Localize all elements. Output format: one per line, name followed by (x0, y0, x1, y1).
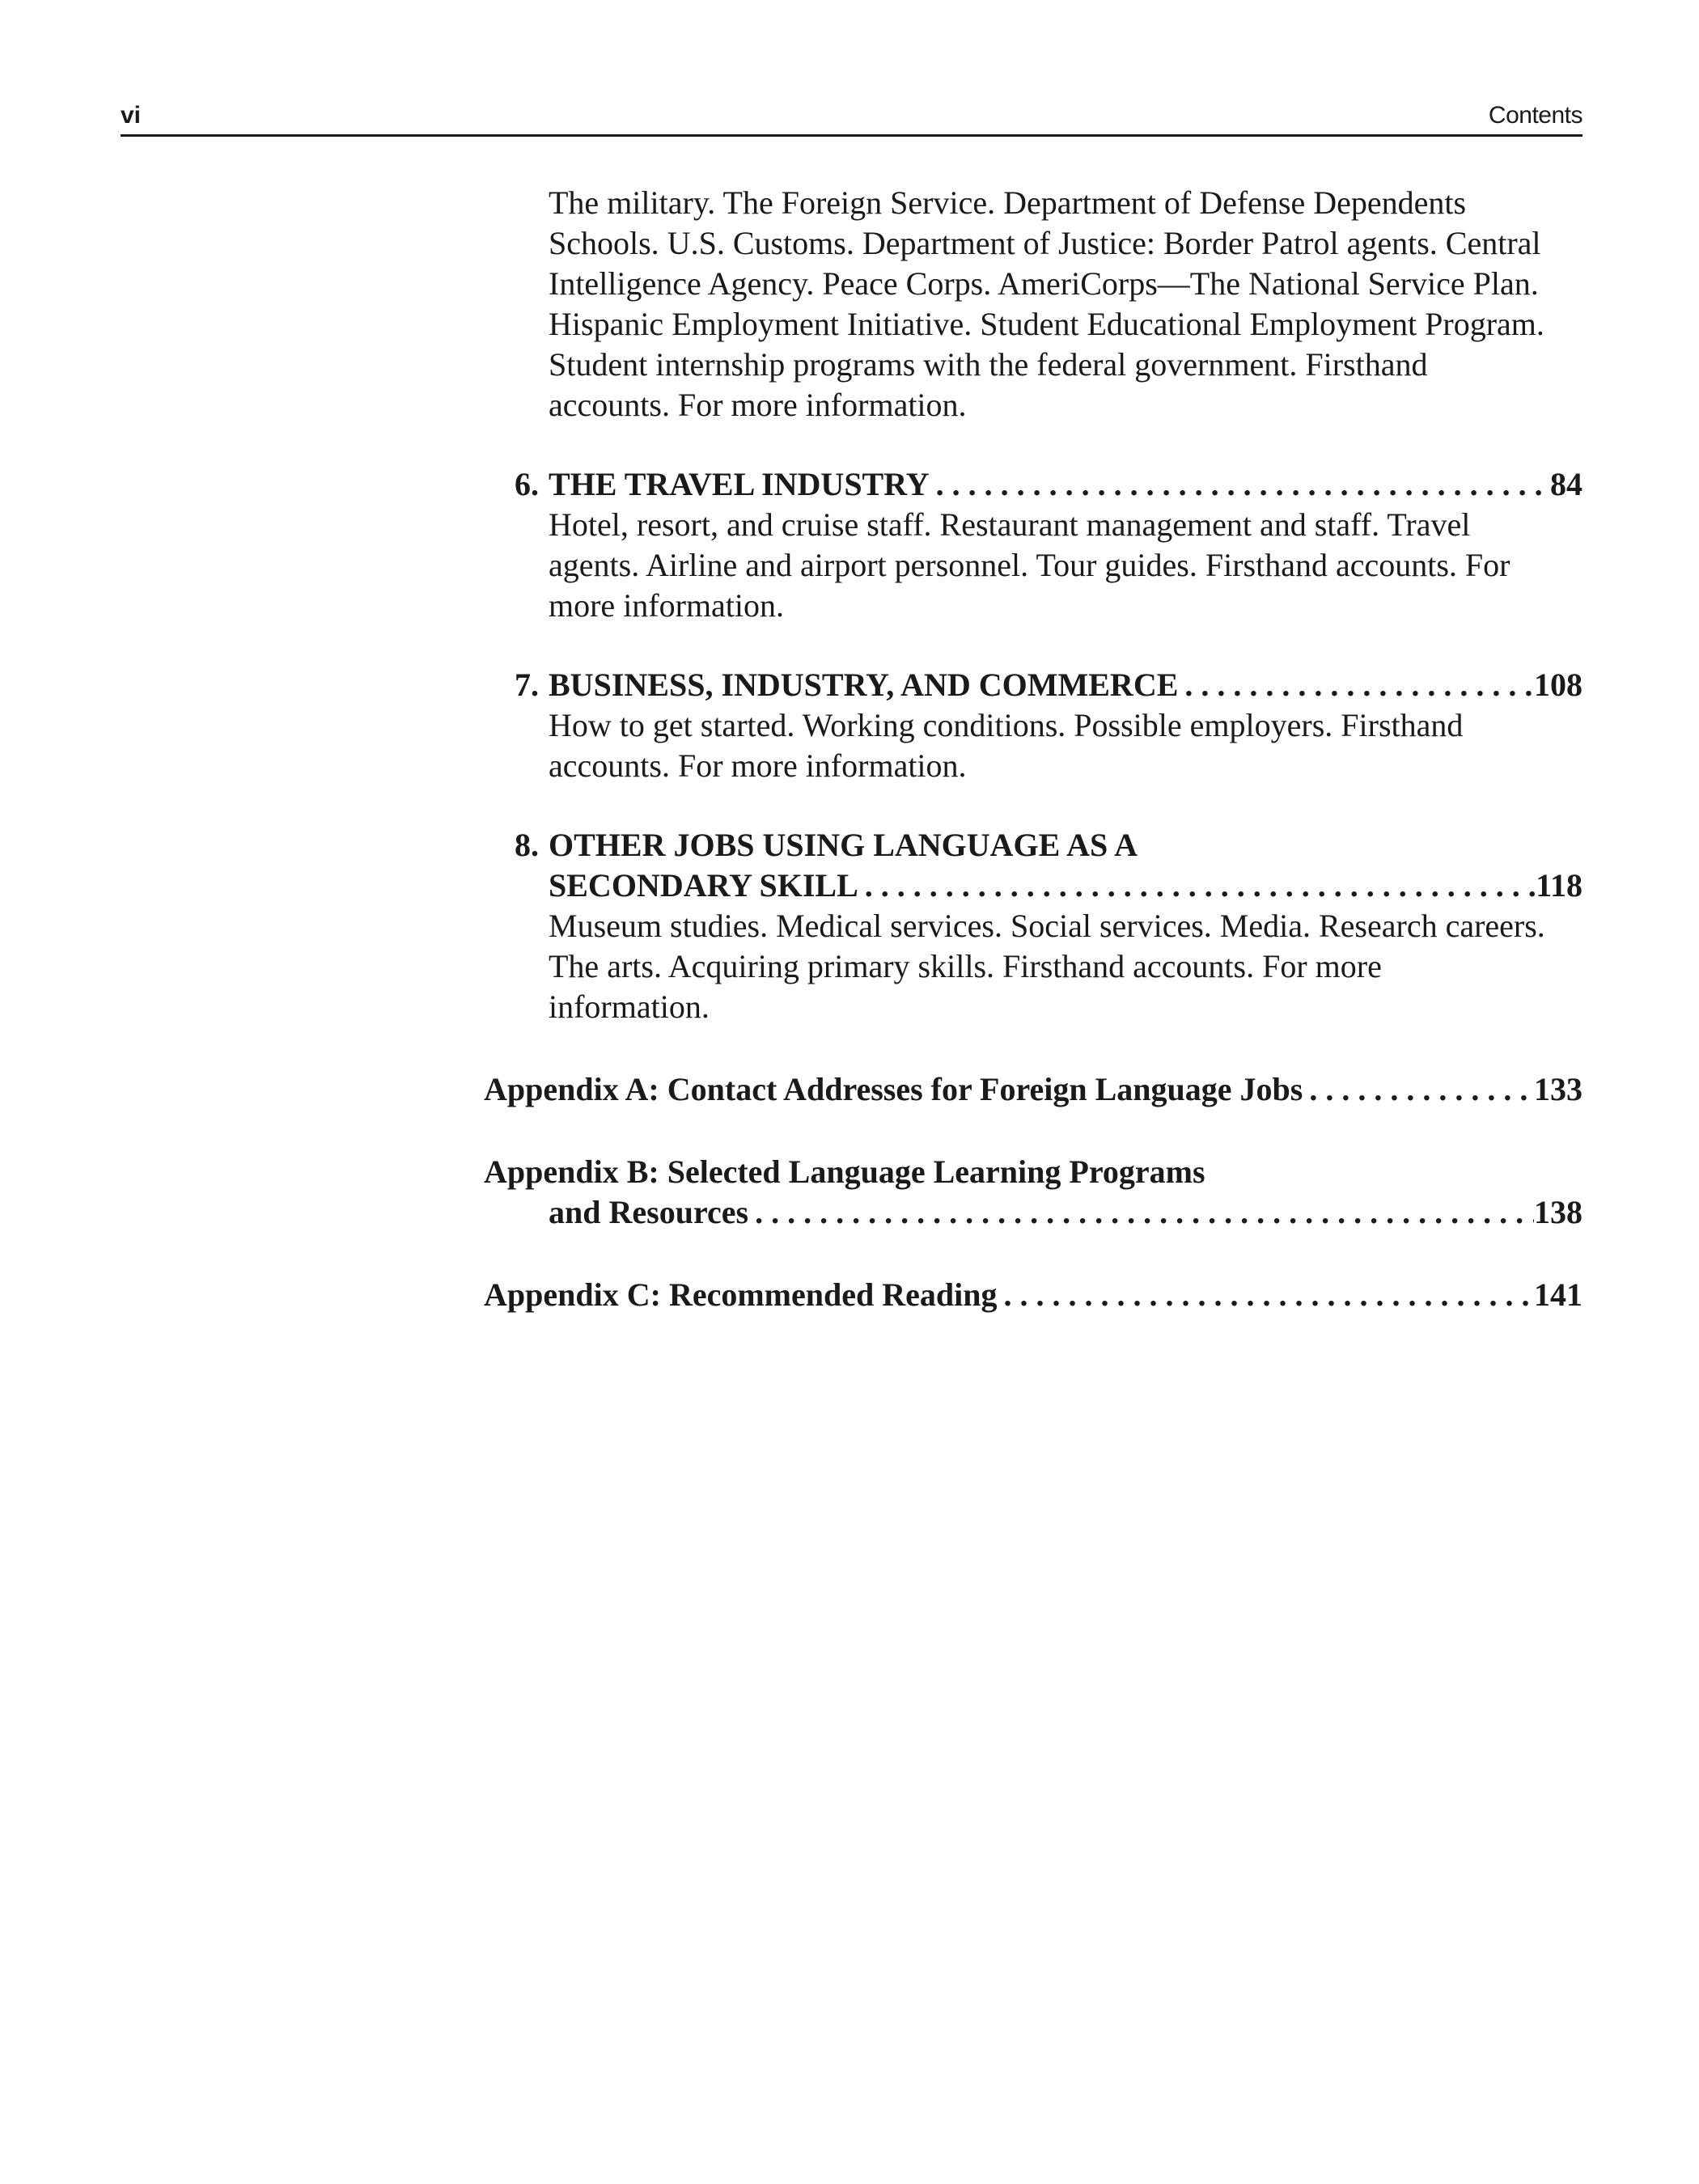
chapter-title-line-2: SECONDARY SKILL (549, 867, 858, 904)
running-header (121, 100, 1582, 137)
toc-entry-chapter-7[interactable] (484, 665, 1582, 786)
page-reference: 141 (1534, 1276, 1582, 1313)
page-reference: 108 (1534, 667, 1582, 703)
chapter-number: 8. (515, 827, 539, 863)
page-reference: 84 (1550, 466, 1582, 502)
chapter-title: THE TRAVEL INDUSTRY (549, 466, 930, 502)
chapter-number: 7. (515, 667, 539, 703)
toc-entry-appendix-c[interactable] (484, 1275, 1582, 1315)
section-title: Contents (1488, 102, 1582, 129)
toc-entry-chapter-6[interactable] (484, 464, 1582, 626)
table-of-contents (484, 183, 1582, 1315)
appendix-heading (484, 1069, 1582, 1110)
chapter-title: BUSINESS, INDUSTRY, AND COMMERCE (549, 667, 1179, 703)
toc-entry-chapter-8[interactable] (484, 825, 1582, 1027)
dot-leader (930, 464, 1550, 505)
appendix-title: Appendix A: Contact Addresses for Foreign Language Jobs (484, 1071, 1303, 1107)
appendix-title-line-2: and Resources (549, 1194, 749, 1230)
toc-entry-appendix-b[interactable] (484, 1152, 1582, 1233)
page-reference: 138 (1534, 1194, 1582, 1230)
chapter-heading (484, 464, 1582, 505)
appendix-heading-line-2 (484, 1192, 1582, 1233)
dot-leader (748, 1192, 1534, 1233)
chapter-title-line-1: OTHER JOBS USING LANGUAGE AS A (549, 827, 1138, 863)
toc-entry-appendix-a[interactable] (484, 1069, 1582, 1110)
appendix-heading (484, 1275, 1582, 1315)
appendix-title: Appendix C: Recommended Reading (484, 1276, 998, 1313)
chapter-heading-line-2 (484, 866, 1582, 906)
chapter-description: Museum studies. Medical services. Social services. Media. Research careers. The arts. Acquiring primary skills. Firsthand accounts. For more information. (549, 908, 1545, 1025)
chapter-description: How to get started. Working conditions. Possible employers. Firsthand accounts. For more information. (549, 707, 1464, 784)
appendix-title-line-1: Appendix B: Selected Language Learning Programs (484, 1153, 1205, 1190)
dot-leader (1303, 1069, 1534, 1110)
page-number: vi (121, 102, 142, 129)
dot-leader (997, 1275, 1534, 1315)
page-reference: 118 (1536, 867, 1582, 904)
chapter-heading-line-1 (484, 825, 1582, 866)
page-reference: 133 (1534, 1071, 1582, 1107)
continued-description: The military. The Foreign Service. Department of Defense Dependents Schools. U.S. Customs. Department of Justice: Border Patrol agents. Central Intelligence Agency. Peace Corps. AmeriCorps—The National Service Plan. Hispanic Employment Initiative. Student Educational Employment Program. Student internship programs with the federal government. Firsthand accounts. For more information. (549, 184, 1544, 423)
chapter-description: Hotel, resort, and cruise staff. Restaurant management and staff. Travel agents. Airline and airport personnel. Tour guides. Firsthand accounts. For more information. (549, 506, 1510, 624)
dot-leader (858, 866, 1536, 906)
chapter-number: 6. (515, 466, 539, 502)
dot-leader (1178, 665, 1534, 705)
chapter-heading (484, 665, 1582, 705)
